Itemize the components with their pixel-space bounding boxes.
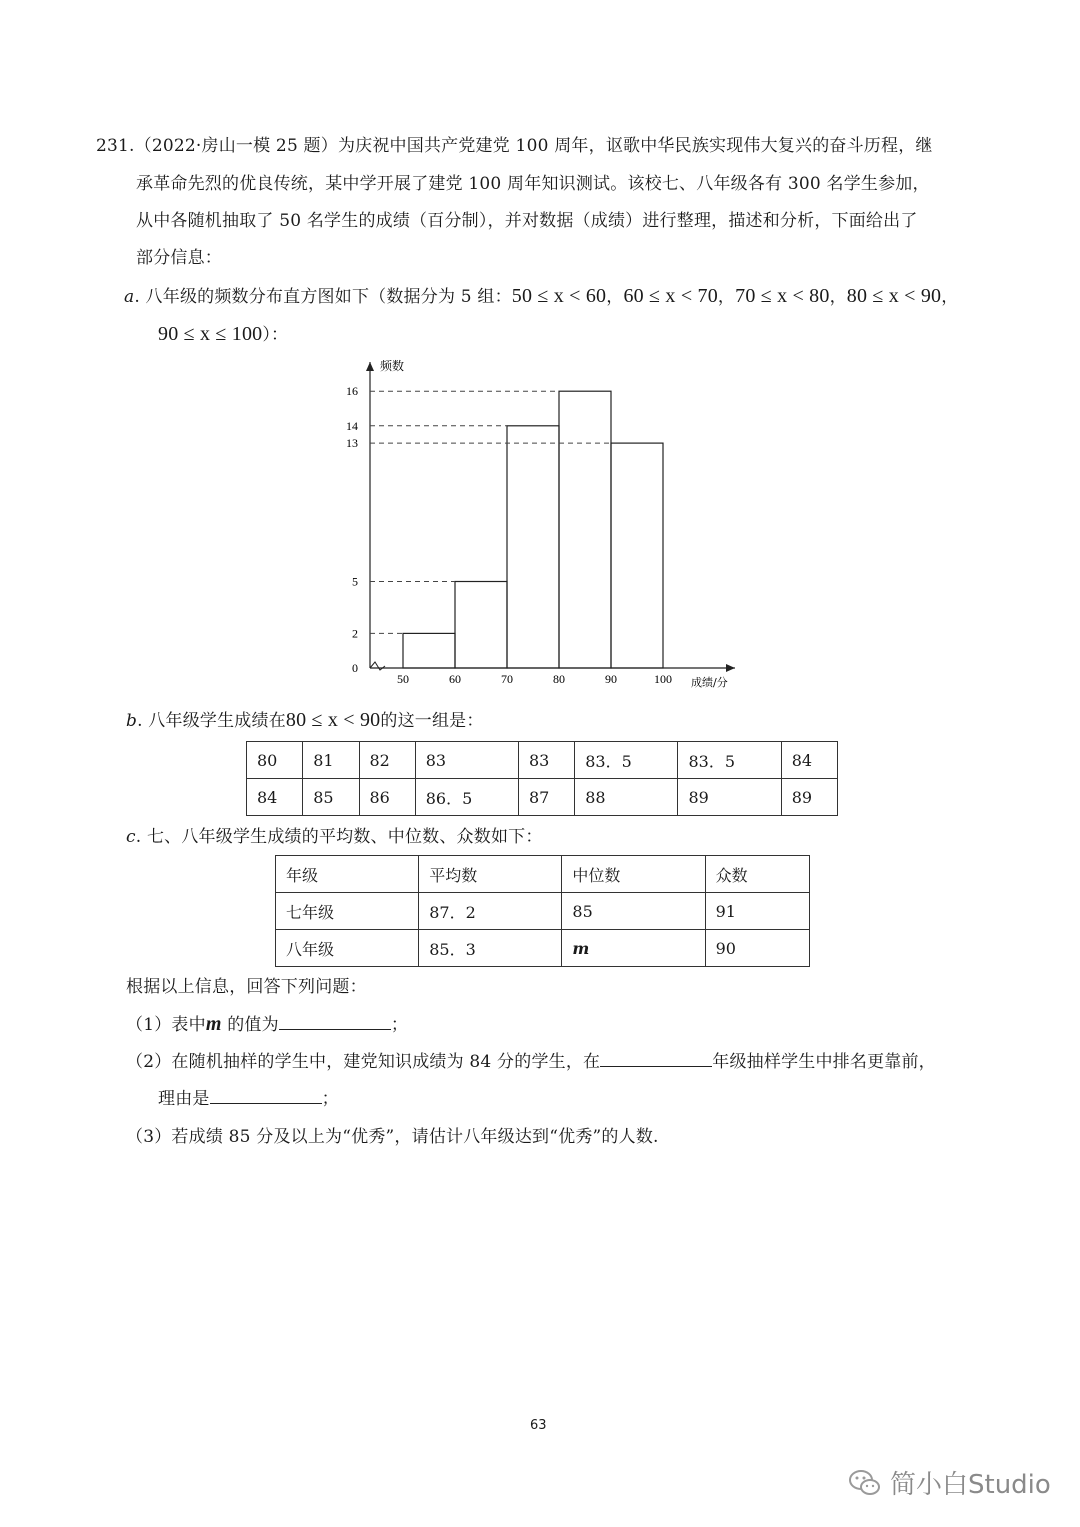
question-1 [126, 1010, 408, 1036]
y-tick-label: 16 [346, 384, 358, 399]
watermark [848, 1464, 1051, 1501]
answer-blank-2[interactable] [600, 1048, 712, 1067]
question-1-text: （1）表中 [126, 1015, 206, 1035]
part-b-line [126, 706, 484, 732]
histogram-bar [559, 391, 611, 668]
page-number: 63 [530, 1418, 547, 1433]
watermark-text: 简小白Studio [890, 1470, 1051, 1500]
separator: ， [941, 287, 959, 307]
table-cell: 82 [359, 742, 415, 779]
x-tick-label: 80 [553, 672, 565, 686]
problem-line-4: 部分信息： [136, 248, 222, 268]
problem-line-2: 承革命先烈的优良传统，某中学开展了建党 100 周年知识测试。该校七、八年级各有 300 名学生参加， [136, 174, 930, 194]
stats-table [275, 855, 810, 967]
answer-blank-3[interactable] [210, 1085, 322, 1104]
y-tick-label: 13 [346, 436, 358, 451]
question-1-text-2: 的值为 [221, 1015, 279, 1035]
table-cell: 83．5 [575, 742, 678, 779]
table-cell: m [562, 930, 705, 967]
interval-1: 50 ≤ x < 60 [511, 285, 607, 307]
part-a-line-2 [158, 320, 288, 346]
y-axis-label: 频数 [380, 359, 405, 373]
histogram-bar [611, 443, 663, 668]
table-cell: 83 [415, 742, 518, 779]
part-b-text-2: 的这一组是： [380, 711, 484, 731]
table-cell: 91 [705, 893, 809, 930]
part-a-close: ）： [262, 325, 289, 345]
part-a-line-1 [124, 282, 958, 308]
part-a-label: a [124, 287, 135, 307]
y-tick-label: 14 [346, 418, 358, 433]
part-b-interval: 80 ≤ x < 90 [285, 709, 381, 731]
y-tick-label: 0 [352, 661, 358, 675]
table-cell: 七年级 [276, 893, 419, 930]
histogram-bar [507, 426, 559, 668]
y-axis-arrow [366, 362, 374, 371]
table-cell: 84 [247, 779, 303, 816]
part-c-line [126, 822, 543, 847]
table-row [276, 930, 810, 967]
part-b-text: . 八年级学生成绩在 [137, 711, 286, 731]
interval-4: 80 ≤ x < 90 [846, 285, 942, 307]
table-header-cell: 中位数 [562, 856, 705, 893]
question-2-reason [158, 1084, 339, 1109]
part-b-label: b [126, 711, 138, 731]
x-tick-label: 90 [605, 672, 617, 686]
x-tick-label: 70 [501, 672, 513, 686]
table-cell: 89 [678, 779, 781, 816]
x-tick-label: 50 [397, 672, 409, 686]
table-row [247, 779, 838, 816]
table-cell: 84 [781, 742, 837, 779]
wechat-icon [848, 1469, 882, 1497]
table-cell: 85．3 [419, 930, 562, 967]
scores-table [246, 741, 838, 816]
table-cell: 85 [303, 779, 359, 816]
table-header-cell: 年级 [276, 856, 419, 893]
x-axis-label: 成绩/分 [691, 676, 728, 689]
separator: ， [717, 287, 736, 307]
interval-2: 60 ≤ x < 70 [623, 285, 718, 307]
table-cell: 88 [575, 779, 678, 816]
table-cell: 八年级 [276, 930, 419, 967]
separator: ， [829, 287, 847, 307]
table-cell: 83．5 [678, 742, 781, 779]
histogram-bar [455, 582, 507, 669]
x-tick-label: 100 [654, 672, 672, 686]
table-cell: 83 [518, 742, 574, 779]
question-2-text-2: 年级抽样学生中排名更靠前， [712, 1052, 936, 1072]
reason-label: 理由是 [158, 1089, 210, 1109]
table-header-row [276, 856, 810, 893]
table-row [276, 893, 810, 930]
problem-line-3: 从中各随机抽取了 50 名学生的成绩（百分制），并对数据（成绩）进行整理，描述和分析，下面给出了 [136, 211, 918, 231]
separator: ， [606, 287, 624, 307]
table-cell: 86．5 [415, 779, 518, 816]
axis-break-mark [370, 662, 385, 670]
x-axis-arrow [726, 664, 735, 672]
table-header-cell: 众数 [705, 856, 809, 893]
question-2-end: ； [321, 1089, 339, 1109]
y-tick-label: 2 [352, 626, 358, 641]
table-cell: 81 [303, 742, 359, 779]
table-row [247, 742, 838, 779]
part-a-text: . 八年级的频数分布直方图如下（数据分为 5 组： [134, 287, 512, 307]
histogram-chart [330, 350, 760, 695]
variable-m: m [205, 1013, 222, 1035]
table-cell: 90 [705, 930, 809, 967]
table-header-cell: 平均数 [419, 856, 562, 893]
interval-5: 90 ≤ x ≤ 100 [158, 323, 263, 345]
part-c-label: c [126, 827, 136, 847]
answer-blank-1[interactable] [279, 1011, 391, 1030]
table-cell: 89 [781, 779, 837, 816]
question-2-text: （2）在随机抽样的学生中，建党知识成绩为 84 分的学生，在 [126, 1052, 601, 1072]
table-cell: 85 [562, 893, 705, 930]
y-tick-label: 5 [352, 574, 358, 589]
question-1-end: ； [390, 1015, 409, 1035]
table-cell: 86 [359, 779, 415, 816]
histogram-bar [403, 633, 455, 668]
x-tick-label: 60 [449, 672, 461, 686]
question-2 [126, 1047, 936, 1072]
part-c-text: . 七、八年级学生成绩的平均数、中位数、众数如下： [135, 827, 543, 847]
questions-intro: 根据以上信息，回答下列问题： [126, 977, 367, 997]
interval-3: 70 ≤ x < 80 [735, 285, 830, 307]
table-cell: 87．2 [419, 893, 562, 930]
table-cell: 80 [247, 742, 303, 779]
table-cell: 87 [518, 779, 574, 816]
question-3: （3）若成绩 85 分及以上为“优秀”，请估计八年级达到“优秀”的人数. [126, 1127, 659, 1147]
problem-line-1: 231.（2022·房山一模 25 题）为庆祝中国共产党建党 100 周年，讴歌中华民族实现伟大复兴的奋斗历程，继 [96, 136, 933, 156]
